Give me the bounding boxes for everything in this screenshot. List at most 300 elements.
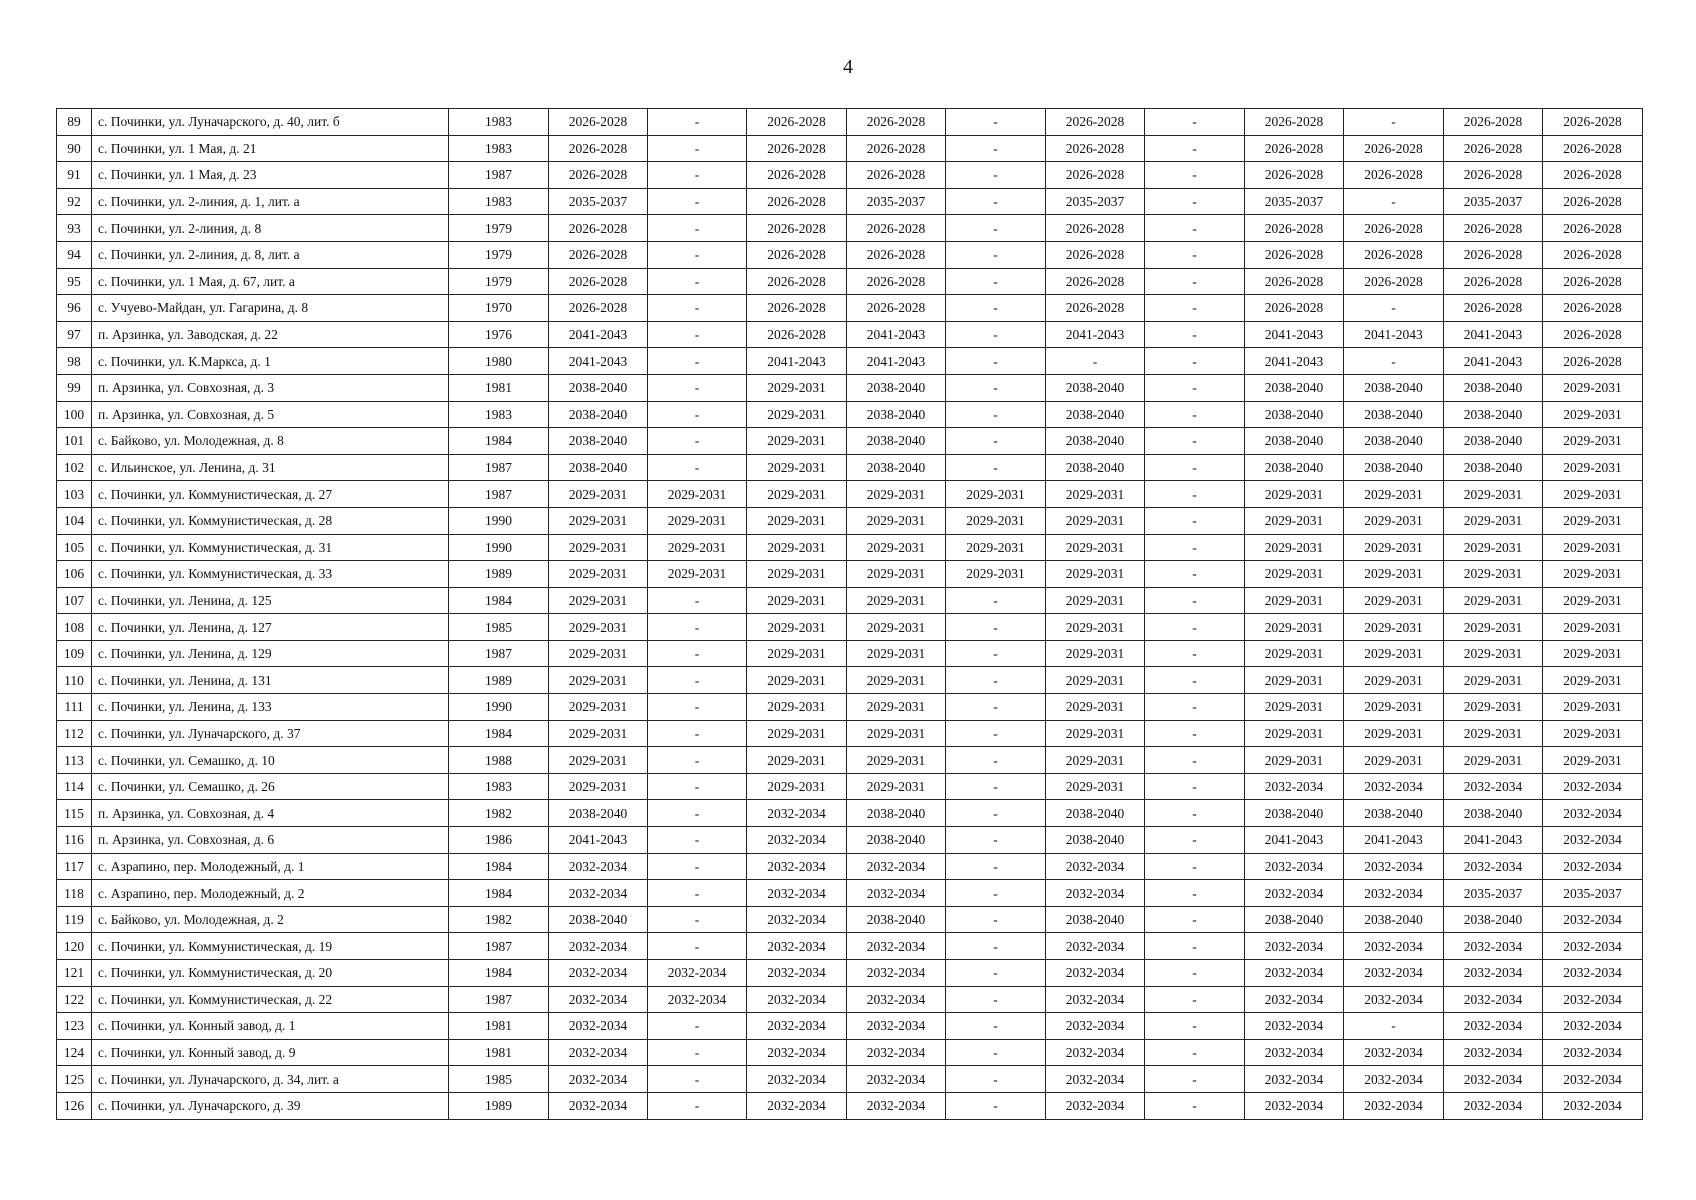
row-number-cell: 125 bbox=[57, 1066, 92, 1093]
period-10-cell: 2026-2028 bbox=[1444, 241, 1543, 268]
period-2-cell: - bbox=[648, 401, 747, 428]
period-7-cell: - bbox=[1145, 428, 1245, 455]
period-7-cell: - bbox=[1145, 614, 1245, 641]
period-8-cell: 2041-2043 bbox=[1245, 827, 1344, 854]
period-6-cell: 2032-2034 bbox=[1046, 960, 1145, 987]
period-3-cell: 2029-2031 bbox=[747, 454, 847, 481]
period-2-cell: - bbox=[648, 720, 747, 747]
period-11-cell: 2032-2034 bbox=[1543, 933, 1643, 960]
row-number-cell: 107 bbox=[57, 587, 92, 614]
period-3-cell: 2029-2031 bbox=[747, 614, 847, 641]
period-5-cell: - bbox=[946, 773, 1046, 800]
period-8-cell: 2026-2028 bbox=[1245, 109, 1344, 136]
row-number-cell: 89 bbox=[57, 109, 92, 136]
period-3-cell: 2029-2031 bbox=[747, 720, 847, 747]
period-5-cell: - bbox=[946, 880, 1046, 907]
period-8-cell: 2032-2034 bbox=[1245, 933, 1344, 960]
period-9-cell: 2032-2034 bbox=[1344, 1039, 1444, 1066]
row-number-cell: 105 bbox=[57, 534, 92, 561]
period-1-cell: 2038-2040 bbox=[549, 428, 648, 455]
row-number-cell: 112 bbox=[57, 720, 92, 747]
period-2-cell: - bbox=[648, 747, 747, 774]
period-8-cell: 2026-2028 bbox=[1245, 215, 1344, 242]
address-cell: с. Починки, ул. Семашко, д. 10 bbox=[92, 747, 449, 774]
year-cell: 1979 bbox=[449, 215, 549, 242]
year-cell: 1986 bbox=[449, 827, 549, 854]
period-11-cell: 2029-2031 bbox=[1543, 720, 1643, 747]
period-10-cell: 2038-2040 bbox=[1444, 906, 1543, 933]
period-8-cell: 2032-2034 bbox=[1245, 1039, 1344, 1066]
table-row bbox=[57, 374, 1643, 401]
row-number-cell: 95 bbox=[57, 268, 92, 295]
period-2-cell: 2029-2031 bbox=[648, 507, 747, 534]
period-2-cell: - bbox=[648, 1039, 747, 1066]
period-10-cell: 2026-2028 bbox=[1444, 109, 1543, 136]
address-cell: с. Починки, ул. Ленина, д. 125 bbox=[92, 587, 449, 614]
period-4-cell: 2038-2040 bbox=[847, 800, 946, 827]
address-cell: с. Починки, ул. Ленина, д. 129 bbox=[92, 640, 449, 667]
address-cell: с. Починки, ул. Коммунистическая, д. 31 bbox=[92, 534, 449, 561]
year-cell: 1987 bbox=[449, 481, 549, 508]
period-11-cell: 2032-2034 bbox=[1543, 906, 1643, 933]
address-cell: п. Арзинка, ул. Совхозная, д. 3 bbox=[92, 374, 449, 401]
address-cell: с. Азрапино, пер. Молодежный, д. 1 bbox=[92, 853, 449, 880]
period-5-cell: - bbox=[946, 800, 1046, 827]
period-9-cell: 2029-2031 bbox=[1344, 747, 1444, 774]
period-8-cell: 2032-2034 bbox=[1245, 1013, 1344, 1040]
period-4-cell: 2029-2031 bbox=[847, 507, 946, 534]
period-2-cell: - bbox=[648, 880, 747, 907]
period-6-cell: 2032-2034 bbox=[1046, 933, 1145, 960]
period-3-cell: 2032-2034 bbox=[747, 1013, 847, 1040]
period-2-cell: - bbox=[648, 268, 747, 295]
period-4-cell: 2032-2034 bbox=[847, 1092, 946, 1119]
period-8-cell: 2029-2031 bbox=[1245, 720, 1344, 747]
period-6-cell: 2032-2034 bbox=[1046, 1066, 1145, 1093]
year-cell: 1989 bbox=[449, 561, 549, 588]
period-6-cell: 2032-2034 bbox=[1046, 986, 1145, 1013]
period-3-cell: 2032-2034 bbox=[747, 1039, 847, 1066]
period-5-cell: 2029-2031 bbox=[946, 507, 1046, 534]
period-8-cell: 2026-2028 bbox=[1245, 135, 1344, 162]
period-7-cell: - bbox=[1145, 694, 1245, 721]
period-7-cell: - bbox=[1145, 109, 1245, 136]
period-5-cell: - bbox=[946, 1039, 1046, 1066]
period-1-cell: 2026-2028 bbox=[549, 241, 648, 268]
table-row bbox=[57, 800, 1643, 827]
period-5-cell: - bbox=[946, 640, 1046, 667]
period-5-cell: - bbox=[946, 454, 1046, 481]
table-row bbox=[57, 880, 1643, 907]
period-7-cell: - bbox=[1145, 1039, 1245, 1066]
period-11-cell: 2029-2031 bbox=[1543, 374, 1643, 401]
period-7-cell: - bbox=[1145, 321, 1245, 348]
period-9-cell: 2032-2034 bbox=[1344, 853, 1444, 880]
period-1-cell: 2038-2040 bbox=[549, 454, 648, 481]
period-11-cell: 2029-2031 bbox=[1543, 561, 1643, 588]
period-8-cell: 2026-2028 bbox=[1245, 241, 1344, 268]
table-row bbox=[57, 640, 1643, 667]
table-row bbox=[57, 720, 1643, 747]
period-1-cell: 2029-2031 bbox=[549, 534, 648, 561]
period-7-cell: - bbox=[1145, 587, 1245, 614]
period-7-cell: - bbox=[1145, 906, 1245, 933]
period-2-cell: 2029-2031 bbox=[648, 534, 747, 561]
period-4-cell: 2032-2034 bbox=[847, 880, 946, 907]
address-cell: с. Починки, ул. Ленина, д. 127 bbox=[92, 614, 449, 641]
table-row bbox=[57, 747, 1643, 774]
year-cell: 1987 bbox=[449, 986, 549, 1013]
period-10-cell: 2032-2034 bbox=[1444, 1066, 1543, 1093]
period-2-cell: - bbox=[648, 1092, 747, 1119]
period-2-cell: - bbox=[648, 827, 747, 854]
period-4-cell: 2029-2031 bbox=[847, 614, 946, 641]
period-11-cell: 2029-2031 bbox=[1543, 401, 1643, 428]
period-5-cell: - bbox=[946, 321, 1046, 348]
period-4-cell: 2029-2031 bbox=[847, 694, 946, 721]
table-row bbox=[57, 534, 1643, 561]
period-6-cell: 2026-2028 bbox=[1046, 135, 1145, 162]
table-body bbox=[57, 109, 1643, 1120]
period-4-cell: 2035-2037 bbox=[847, 188, 946, 215]
period-4-cell: 2029-2031 bbox=[847, 640, 946, 667]
period-5-cell: - bbox=[946, 906, 1046, 933]
period-9-cell: - bbox=[1344, 109, 1444, 136]
period-5-cell: 2029-2031 bbox=[946, 534, 1046, 561]
period-2-cell: - bbox=[648, 215, 747, 242]
period-9-cell: 2029-2031 bbox=[1344, 534, 1444, 561]
table-row bbox=[57, 827, 1643, 854]
period-10-cell: 2029-2031 bbox=[1444, 694, 1543, 721]
table-row bbox=[57, 667, 1643, 694]
period-9-cell: 2026-2028 bbox=[1344, 215, 1444, 242]
period-4-cell: 2026-2028 bbox=[847, 109, 946, 136]
period-3-cell: 2041-2043 bbox=[747, 348, 847, 375]
period-10-cell: 2038-2040 bbox=[1444, 800, 1543, 827]
address-cell: с. Починки, ул. Луначарского, д. 34, лит. а bbox=[92, 1066, 449, 1093]
period-11-cell: 2029-2031 bbox=[1543, 534, 1643, 561]
year-cell: 1984 bbox=[449, 428, 549, 455]
period-10-cell: 2029-2031 bbox=[1444, 667, 1543, 694]
period-1-cell: 2029-2031 bbox=[549, 720, 648, 747]
year-cell: 1990 bbox=[449, 694, 549, 721]
period-8-cell: 2041-2043 bbox=[1245, 321, 1344, 348]
period-4-cell: 2038-2040 bbox=[847, 454, 946, 481]
repair-schedule-table bbox=[56, 108, 1643, 1120]
period-8-cell: 2029-2031 bbox=[1245, 534, 1344, 561]
period-10-cell: 2038-2040 bbox=[1444, 374, 1543, 401]
period-1-cell: 2038-2040 bbox=[549, 800, 648, 827]
period-10-cell: 2032-2034 bbox=[1444, 773, 1543, 800]
row-number-cell: 97 bbox=[57, 321, 92, 348]
period-9-cell: 2038-2040 bbox=[1344, 800, 1444, 827]
period-6-cell: 2035-2037 bbox=[1046, 188, 1145, 215]
address-cell: с. Учуево-Майдан, ул. Гагарина, д. 8 bbox=[92, 295, 449, 322]
period-8-cell: 2032-2034 bbox=[1245, 853, 1344, 880]
period-6-cell: 2029-2031 bbox=[1046, 534, 1145, 561]
address-cell: с. Азрапино, пер. Молодежный, д. 2 bbox=[92, 880, 449, 907]
year-cell: 1988 bbox=[449, 747, 549, 774]
period-5-cell: - bbox=[946, 135, 1046, 162]
year-cell: 1984 bbox=[449, 960, 549, 987]
period-6-cell: 2038-2040 bbox=[1046, 800, 1145, 827]
period-11-cell: 2032-2034 bbox=[1543, 1092, 1643, 1119]
period-10-cell: 2029-2031 bbox=[1444, 747, 1543, 774]
period-8-cell: 2038-2040 bbox=[1245, 800, 1344, 827]
period-9-cell: 2038-2040 bbox=[1344, 428, 1444, 455]
period-11-cell: 2032-2034 bbox=[1543, 853, 1643, 880]
table-row bbox=[57, 188, 1643, 215]
period-7-cell: - bbox=[1145, 374, 1245, 401]
period-11-cell: 2029-2031 bbox=[1543, 614, 1643, 641]
period-5-cell: - bbox=[946, 853, 1046, 880]
period-7-cell: - bbox=[1145, 561, 1245, 588]
period-5-cell: - bbox=[946, 747, 1046, 774]
period-3-cell: 2026-2028 bbox=[747, 135, 847, 162]
period-1-cell: 2041-2043 bbox=[549, 321, 648, 348]
period-5-cell: - bbox=[946, 933, 1046, 960]
period-3-cell: 2032-2034 bbox=[747, 1092, 847, 1119]
address-cell: с. Починки, ул. 1 Мая, д. 67, лит. а bbox=[92, 268, 449, 295]
period-6-cell: - bbox=[1046, 348, 1145, 375]
year-cell: 1985 bbox=[449, 1066, 549, 1093]
period-3-cell: 2029-2031 bbox=[747, 667, 847, 694]
period-8-cell: 2029-2031 bbox=[1245, 561, 1344, 588]
period-1-cell: 2041-2043 bbox=[549, 827, 648, 854]
period-9-cell: 2026-2028 bbox=[1344, 268, 1444, 295]
period-7-cell: - bbox=[1145, 1013, 1245, 1040]
period-3-cell: 2029-2031 bbox=[747, 428, 847, 455]
period-9-cell: 2032-2034 bbox=[1344, 880, 1444, 907]
period-11-cell: 2032-2034 bbox=[1543, 1013, 1643, 1040]
period-5-cell: - bbox=[946, 401, 1046, 428]
row-number-cell: 94 bbox=[57, 241, 92, 268]
period-7-cell: - bbox=[1145, 1092, 1245, 1119]
table-row bbox=[57, 587, 1643, 614]
period-10-cell: 2029-2031 bbox=[1444, 720, 1543, 747]
period-2-cell: - bbox=[648, 374, 747, 401]
period-1-cell: 2026-2028 bbox=[549, 295, 648, 322]
period-11-cell: 2026-2028 bbox=[1543, 135, 1643, 162]
period-3-cell: 2026-2028 bbox=[747, 162, 847, 189]
period-10-cell: 2029-2031 bbox=[1444, 534, 1543, 561]
year-cell: 1979 bbox=[449, 241, 549, 268]
period-9-cell: 2029-2031 bbox=[1344, 587, 1444, 614]
period-11-cell: 2032-2034 bbox=[1543, 800, 1643, 827]
period-3-cell: 2029-2031 bbox=[747, 561, 847, 588]
period-11-cell: 2032-2034 bbox=[1543, 986, 1643, 1013]
period-4-cell: 2026-2028 bbox=[847, 241, 946, 268]
period-11-cell: 2029-2031 bbox=[1543, 481, 1643, 508]
period-1-cell: 2032-2034 bbox=[549, 1092, 648, 1119]
period-9-cell: 2032-2034 bbox=[1344, 986, 1444, 1013]
period-5-cell: - bbox=[946, 694, 1046, 721]
period-10-cell: 2032-2034 bbox=[1444, 1013, 1543, 1040]
address-cell: п. Арзинка, ул. Заводская, д. 22 bbox=[92, 321, 449, 348]
period-11-cell: 2026-2028 bbox=[1543, 215, 1643, 242]
year-cell: 1981 bbox=[449, 1013, 549, 1040]
row-number-cell: 99 bbox=[57, 374, 92, 401]
year-cell: 1989 bbox=[449, 1092, 549, 1119]
year-cell: 1990 bbox=[449, 534, 549, 561]
period-5-cell: - bbox=[946, 1092, 1046, 1119]
period-4-cell: 2032-2034 bbox=[847, 986, 946, 1013]
period-1-cell: 2026-2028 bbox=[549, 109, 648, 136]
period-2-cell: - bbox=[648, 587, 747, 614]
period-1-cell: 2029-2031 bbox=[549, 614, 648, 641]
year-cell: 1982 bbox=[449, 906, 549, 933]
period-1-cell: 2032-2034 bbox=[549, 986, 648, 1013]
period-10-cell: 2041-2043 bbox=[1444, 827, 1543, 854]
table-row bbox=[57, 773, 1643, 800]
row-number-cell: 122 bbox=[57, 986, 92, 1013]
period-10-cell: 2032-2034 bbox=[1444, 986, 1543, 1013]
period-8-cell: 2038-2040 bbox=[1245, 906, 1344, 933]
year-cell: 1979 bbox=[449, 268, 549, 295]
period-11-cell: 2026-2028 bbox=[1543, 268, 1643, 295]
period-5-cell: - bbox=[946, 268, 1046, 295]
period-1-cell: 2029-2031 bbox=[549, 561, 648, 588]
period-3-cell: 2029-2031 bbox=[747, 401, 847, 428]
year-cell: 1985 bbox=[449, 614, 549, 641]
row-number-cell: 100 bbox=[57, 401, 92, 428]
period-9-cell: 2029-2031 bbox=[1344, 694, 1444, 721]
period-10-cell: 2026-2028 bbox=[1444, 162, 1543, 189]
period-6-cell: 2032-2034 bbox=[1046, 1039, 1145, 1066]
period-9-cell: 2032-2034 bbox=[1344, 773, 1444, 800]
period-1-cell: 2035-2037 bbox=[549, 188, 648, 215]
table-row bbox=[57, 348, 1643, 375]
address-cell: с. Байково, ул. Молодежная, д. 2 bbox=[92, 906, 449, 933]
period-3-cell: 2029-2031 bbox=[747, 747, 847, 774]
period-10-cell: 2029-2031 bbox=[1444, 587, 1543, 614]
address-cell: с. Починки, ул. Коммунистическая, д. 20 bbox=[92, 960, 449, 987]
row-number-cell: 116 bbox=[57, 827, 92, 854]
period-3-cell: 2029-2031 bbox=[747, 773, 847, 800]
period-8-cell: 2035-2037 bbox=[1245, 188, 1344, 215]
period-7-cell: - bbox=[1145, 933, 1245, 960]
period-5-cell: 2029-2031 bbox=[946, 481, 1046, 508]
period-6-cell: 2026-2028 bbox=[1046, 295, 1145, 322]
period-1-cell: 2032-2034 bbox=[549, 880, 648, 907]
table-row bbox=[57, 109, 1643, 136]
row-number-cell: 106 bbox=[57, 561, 92, 588]
period-4-cell: 2026-2028 bbox=[847, 295, 946, 322]
period-9-cell: 2029-2031 bbox=[1344, 481, 1444, 508]
period-7-cell: - bbox=[1145, 853, 1245, 880]
period-2-cell: - bbox=[648, 162, 747, 189]
period-1-cell: 2041-2043 bbox=[549, 348, 648, 375]
row-number-cell: 96 bbox=[57, 295, 92, 322]
address-cell: с. Починки, ул. Ленина, д. 133 bbox=[92, 694, 449, 721]
period-8-cell: 2029-2031 bbox=[1245, 640, 1344, 667]
table-row bbox=[57, 507, 1643, 534]
period-5-cell: - bbox=[946, 109, 1046, 136]
period-6-cell: 2029-2031 bbox=[1046, 640, 1145, 667]
period-7-cell: - bbox=[1145, 747, 1245, 774]
period-7-cell: - bbox=[1145, 773, 1245, 800]
address-cell: п. Арзинка, ул. Совхозная, д. 6 bbox=[92, 827, 449, 854]
period-6-cell: 2038-2040 bbox=[1046, 906, 1145, 933]
period-2-cell: 2029-2031 bbox=[648, 481, 747, 508]
period-9-cell: - bbox=[1344, 1013, 1444, 1040]
period-7-cell: - bbox=[1145, 481, 1245, 508]
period-2-cell: - bbox=[648, 109, 747, 136]
period-2-cell: - bbox=[648, 906, 747, 933]
period-1-cell: 2029-2031 bbox=[549, 747, 648, 774]
period-1-cell: 2029-2031 bbox=[549, 507, 648, 534]
period-5-cell: - bbox=[946, 827, 1046, 854]
period-4-cell: 2032-2034 bbox=[847, 1066, 946, 1093]
period-6-cell: 2038-2040 bbox=[1046, 454, 1145, 481]
period-2-cell: - bbox=[648, 800, 747, 827]
period-6-cell: 2029-2031 bbox=[1046, 614, 1145, 641]
address-cell: с. Починки, ул. Коммунистическая, д. 28 bbox=[92, 507, 449, 534]
period-3-cell: 2029-2031 bbox=[747, 507, 847, 534]
period-9-cell: - bbox=[1344, 348, 1444, 375]
period-2-cell: - bbox=[648, 614, 747, 641]
row-number-cell: 104 bbox=[57, 507, 92, 534]
period-3-cell: 2029-2031 bbox=[747, 640, 847, 667]
row-number-cell: 108 bbox=[57, 614, 92, 641]
address-cell: с. Починки, ул. Ленина, д. 131 bbox=[92, 667, 449, 694]
period-7-cell: - bbox=[1145, 241, 1245, 268]
period-3-cell: 2032-2034 bbox=[747, 906, 847, 933]
period-4-cell: 2032-2034 bbox=[847, 853, 946, 880]
row-number-cell: 91 bbox=[57, 162, 92, 189]
period-8-cell: 2029-2031 bbox=[1245, 694, 1344, 721]
period-4-cell: 2029-2031 bbox=[847, 747, 946, 774]
period-8-cell: 2032-2034 bbox=[1245, 1066, 1344, 1093]
period-2-cell: 2032-2034 bbox=[648, 960, 747, 987]
period-4-cell: 2026-2028 bbox=[847, 215, 946, 242]
period-11-cell: 2029-2031 bbox=[1543, 507, 1643, 534]
period-2-cell: - bbox=[648, 694, 747, 721]
table-row bbox=[57, 295, 1643, 322]
period-7-cell: - bbox=[1145, 1066, 1245, 1093]
period-6-cell: 2041-2043 bbox=[1046, 321, 1145, 348]
period-4-cell: 2029-2031 bbox=[847, 773, 946, 800]
period-6-cell: 2029-2031 bbox=[1046, 694, 1145, 721]
period-10-cell: 2032-2034 bbox=[1444, 853, 1543, 880]
address-cell: с. Починки, ул. Семашко, д. 26 bbox=[92, 773, 449, 800]
row-number-cell: 118 bbox=[57, 880, 92, 907]
period-11-cell: 2029-2031 bbox=[1543, 587, 1643, 614]
address-cell: с. Починки, ул. Коммунистическая, д. 33 bbox=[92, 561, 449, 588]
period-4-cell: 2029-2031 bbox=[847, 720, 946, 747]
period-4-cell: 2029-2031 bbox=[847, 587, 946, 614]
period-3-cell: 2026-2028 bbox=[747, 241, 847, 268]
page-number: 4 bbox=[843, 56, 853, 78]
period-5-cell: - bbox=[946, 587, 1046, 614]
period-4-cell: 2038-2040 bbox=[847, 401, 946, 428]
period-4-cell: 2038-2040 bbox=[847, 428, 946, 455]
period-3-cell: 2032-2034 bbox=[747, 933, 847, 960]
year-cell: 1983 bbox=[449, 773, 549, 800]
period-10-cell: 2041-2043 bbox=[1444, 321, 1543, 348]
period-7-cell: - bbox=[1145, 827, 1245, 854]
period-8-cell: 2032-2034 bbox=[1245, 960, 1344, 987]
period-9-cell: 2029-2031 bbox=[1344, 667, 1444, 694]
period-2-cell: - bbox=[648, 188, 747, 215]
table-row bbox=[57, 215, 1643, 242]
address-cell: с. Байково, ул. Молодежная, д. 8 bbox=[92, 428, 449, 455]
period-8-cell: 2026-2028 bbox=[1245, 268, 1344, 295]
year-cell: 1984 bbox=[449, 587, 549, 614]
address-cell: с. Ильинское, ул. Ленина, д. 31 bbox=[92, 454, 449, 481]
period-7-cell: - bbox=[1145, 880, 1245, 907]
period-4-cell: 2026-2028 bbox=[847, 135, 946, 162]
